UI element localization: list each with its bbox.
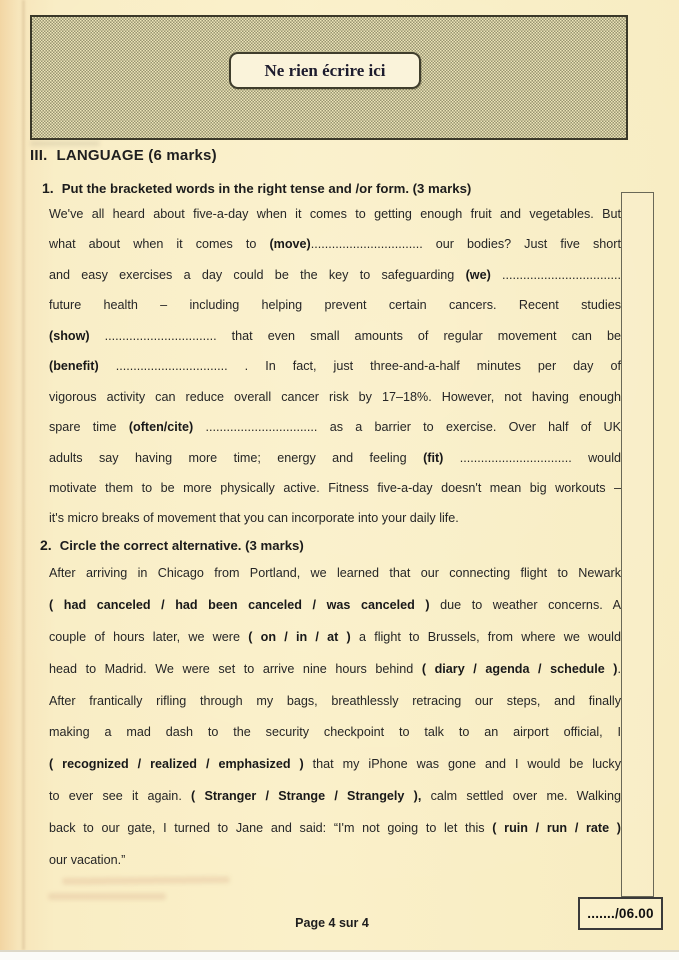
text-segment: our vacation.” [49, 853, 126, 868]
exercise-2-heading [40, 537, 304, 553]
no-writing-label: Ne rien écrire ici [264, 60, 386, 80]
section-title: LANGUAGE (6 marks) [56, 147, 217, 164]
text-segment: couple of hours later, we were [49, 629, 249, 644]
text-line [49, 845, 621, 877]
text-segment: After frantically rifling through my bags, breathlessly retracing our steps, and finally [49, 693, 621, 708]
page-number: Page 4 sur 4 [295, 916, 369, 930]
exercise-1-text [49, 199, 621, 534]
text-segment: head to Madrid. We were set to arrive nine hours behind [49, 661, 422, 676]
text-segment: to ever see it again. [49, 789, 192, 804]
text-segment: what about when it comes to [49, 237, 270, 252]
text-line [49, 473, 621, 503]
exercise-1-number: 1. [42, 180, 54, 196]
bracketed-word: (often/cite) [128, 420, 194, 435]
text-line [49, 443, 621, 473]
section-number: III. [30, 147, 48, 164]
bracketed-word: ( had canceled / had been canceled / was canceled ) [49, 597, 430, 612]
text-segment: calm settled over me. Walking [421, 789, 621, 804]
section-heading [30, 147, 217, 164]
bracketed-word: (benefit) [49, 359, 99, 374]
text-line [49, 412, 621, 442]
text-segment: After arriving in Chicago from Portland, we learned that our connecting flight to Newark [49, 566, 621, 580]
text-line [49, 558, 621, 590]
text-segment: a flight to Brussels, from where we would [350, 629, 621, 644]
text-line [49, 199, 621, 229]
exercise-2-text [49, 558, 621, 877]
bleed-through-smudge [30, 141, 100, 146]
text-segment: that my iPhone was gone and I would be lucky [303, 757, 621, 772]
text-line [49, 229, 621, 259]
bleed-through-smudge [48, 893, 166, 900]
bracketed-word: (fit) [423, 450, 444, 465]
text-segment: making a mad dash to the security checkpoint to talk to an airport official, I [49, 725, 621, 740]
exercise-2-number: 2. [40, 537, 52, 553]
text-segment: motivate them to be more physically active. Fitness five-a-day doesn't mean big workouts – [49, 480, 621, 495]
score-value: ......./06.00 [587, 906, 654, 921]
text-segment: ................................ that even small amounts of regular movement can be [89, 328, 621, 343]
text-line [49, 717, 621, 749]
marks-column [621, 192, 654, 897]
bracketed-word: (show) [49, 328, 90, 343]
bracketed-word: ( on / in / at ) [248, 629, 351, 644]
text-segment: future health – including helping prevent certain cancers. Recent studies [49, 298, 621, 313]
text-line [49, 813, 621, 845]
text-segment: it's micro breaks of movement that you can incorporate into your daily life. [49, 511, 459, 526]
text-segment: . [617, 661, 621, 676]
exercise-2-title: Circle the correct alternative. (3 marks) [59, 538, 304, 553]
bracketed-word: ( Stranger / Strange / Strangely ), [191, 789, 422, 804]
text-line [49, 654, 621, 686]
text-line [49, 351, 621, 381]
no-writing-label-box [229, 52, 421, 89]
text-segment: spare time [49, 420, 129, 435]
exercise-1-title: Put the bracketed words in the right tense and /or form. (3 marks) [61, 181, 472, 196]
text-line [49, 781, 621, 813]
text-line [49, 260, 621, 290]
bracketed-word: ( ruin / run / rate ) [492, 821, 621, 836]
bracketed-word: (move) [269, 237, 311, 252]
text-segment: ................................ as a barrier to exercise. Over half of UK [193, 420, 621, 435]
text-segment: .................................. [490, 267, 621, 282]
bracketed-word: (we) [465, 267, 491, 282]
text-line [49, 503, 621, 533]
text-segment: ................................ our bodies? Just five short [310, 237, 621, 252]
text-segment: ................................ . In fact, just three-and-a-half minutes per day of [98, 359, 621, 374]
text-segment: adults say having more time; energy and feeling [49, 450, 424, 465]
text-segment: ................................ would [443, 450, 621, 465]
text-segment: vigorous activity can reduce overall cancer risk by 17–18%. However, not having enough [49, 389, 621, 404]
bleed-through-smudge [62, 876, 230, 885]
no-writing-zone [30, 15, 628, 140]
text-line [49, 321, 621, 351]
text-line [49, 622, 621, 654]
text-segment: due to weather concerns. A [429, 597, 621, 612]
text-segment: and easy exercises a day could be the key to safeguarding [49, 267, 466, 282]
page-edge-crease [22, 0, 25, 950]
bracketed-word: ( recognized / realized / emphasized ) [49, 757, 304, 772]
text-line [49, 590, 621, 622]
text-line [49, 749, 621, 781]
text-segment: We've all heard about five-a-day when it comes to getting enough fruit and vegetables. But [49, 207, 621, 221]
text-segment: back to our gate, I turned to Jane and said: “I'm not going to let this [49, 821, 493, 836]
bracketed-word: ( diary / agenda / schedule ) [421, 661, 618, 676]
text-line [49, 686, 621, 718]
text-line [49, 290, 621, 320]
exercise-1-heading [42, 180, 471, 196]
text-line [49, 382, 621, 412]
